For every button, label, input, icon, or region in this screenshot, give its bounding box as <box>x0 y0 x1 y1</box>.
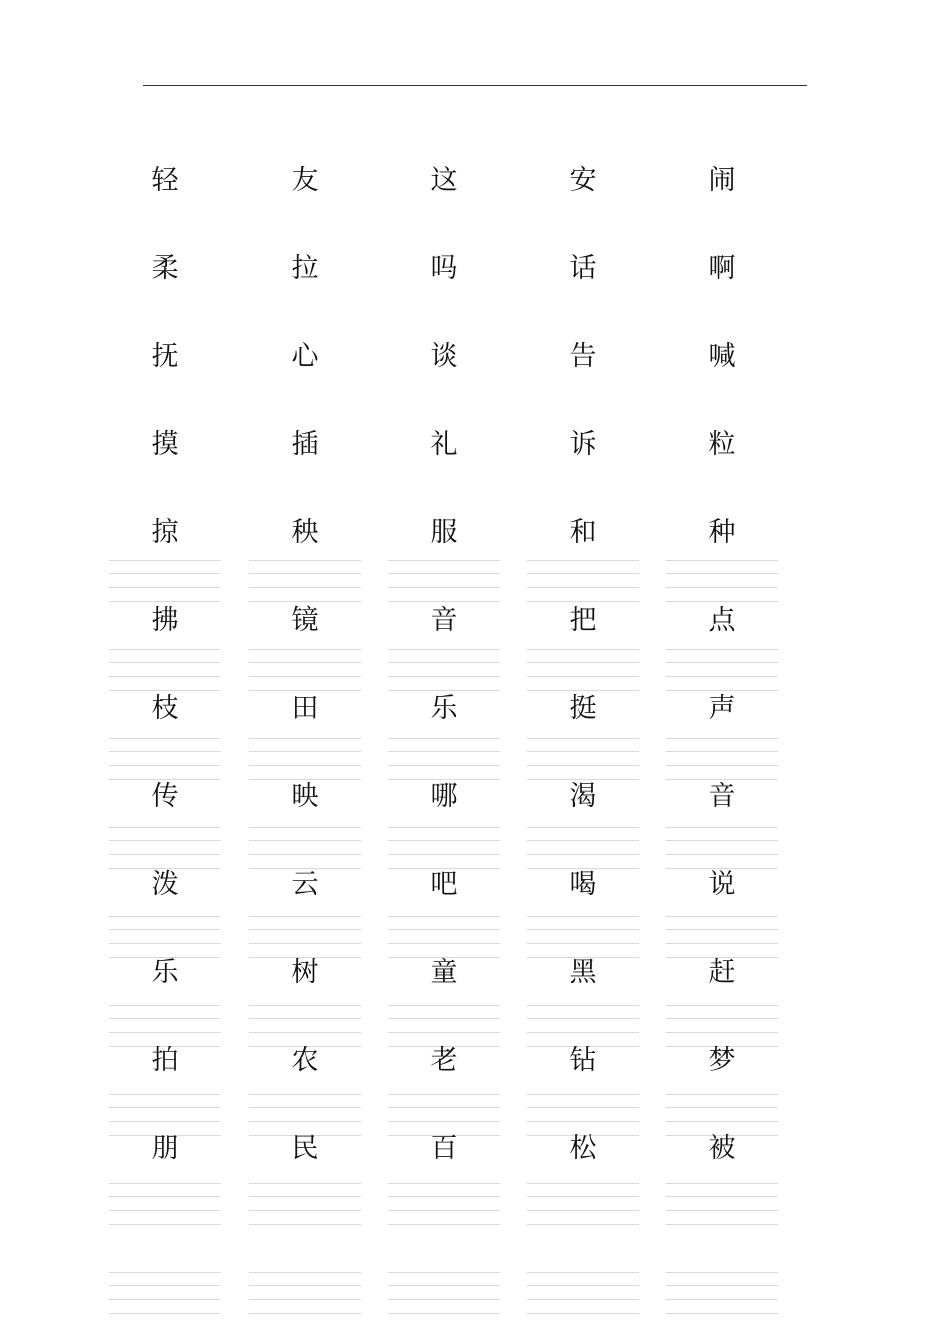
character-cell: 摸 <box>151 429 179 460</box>
character-cell: 音 <box>708 781 736 812</box>
guide-line <box>666 1032 778 1033</box>
guide-line <box>109 1183 221 1184</box>
guide-line <box>249 1005 361 1006</box>
guide-line <box>527 1094 639 1095</box>
guide-line <box>249 1313 361 1314</box>
guide-line <box>249 827 361 828</box>
guide-line <box>527 1121 639 1122</box>
character-cell: 和 <box>569 517 597 548</box>
guide-line <box>388 779 500 780</box>
guide-line <box>109 601 221 602</box>
character-cell: 拍 <box>151 1045 179 1076</box>
character-cell: 映 <box>291 781 319 812</box>
guide-line <box>109 573 221 574</box>
guide-line <box>527 1183 639 1184</box>
guide-line <box>527 690 639 691</box>
character-cell: 掠 <box>151 517 179 548</box>
guide-line <box>527 676 639 677</box>
guide-line <box>527 601 639 602</box>
character-cell: 抚 <box>151 341 179 372</box>
guide-line <box>388 840 500 841</box>
character-cell: 安 <box>569 165 597 196</box>
guide-line <box>388 1285 500 1286</box>
guide-line <box>388 649 500 650</box>
guide-line <box>388 916 500 917</box>
guide-line <box>527 1313 639 1314</box>
guide-line <box>666 601 778 602</box>
guide-line <box>666 943 778 944</box>
guide-line <box>109 587 221 588</box>
character-cell: 粒 <box>708 429 736 460</box>
guide-line <box>109 1094 221 1095</box>
guide-line <box>666 1121 778 1122</box>
guide-line <box>388 1313 500 1314</box>
guide-line <box>109 1313 221 1314</box>
character-cell: 谈 <box>430 341 458 372</box>
guide-line <box>109 827 221 828</box>
character-cell: 镜 <box>291 605 319 636</box>
guide-line <box>388 1299 500 1300</box>
guide-line <box>249 1107 361 1108</box>
guide-line <box>388 1032 500 1033</box>
guide-line <box>388 676 500 677</box>
guide-line <box>666 738 778 739</box>
character-cell: 乐 <box>151 957 179 988</box>
guide-line <box>249 1196 361 1197</box>
character-cell: 说 <box>708 869 736 900</box>
guide-line <box>249 1224 361 1225</box>
guide-line <box>527 1285 639 1286</box>
guide-line <box>527 1005 639 1006</box>
guide-line <box>249 916 361 917</box>
guide-line <box>249 943 361 944</box>
guide-line <box>249 1183 361 1184</box>
guide-line <box>109 560 221 561</box>
guide-line <box>666 1107 778 1108</box>
character-cell: 诉 <box>569 429 597 460</box>
guide-line <box>388 1183 500 1184</box>
guide-line <box>527 1107 639 1108</box>
guide-line <box>109 1196 221 1197</box>
guide-line <box>249 662 361 663</box>
character-cell: 点 <box>708 605 736 636</box>
guide-line <box>249 1272 361 1273</box>
guide-line <box>527 854 639 855</box>
character-cell: 礼 <box>430 429 458 460</box>
guide-line <box>388 1018 500 1019</box>
guide-line <box>527 1032 639 1033</box>
guide-line <box>527 1018 639 1019</box>
guide-line <box>388 1005 500 1006</box>
character-cell: 音 <box>430 605 458 636</box>
character-cell: 梦 <box>708 1045 736 1076</box>
character-cell: 告 <box>569 341 597 372</box>
guide-line <box>666 1299 778 1300</box>
guide-line <box>388 738 500 739</box>
character-cell: 拉 <box>291 253 319 284</box>
character-cell: 朋 <box>151 1133 179 1164</box>
character-cell: 松 <box>569 1133 597 1164</box>
guide-line <box>249 1121 361 1122</box>
guide-line <box>666 1018 778 1019</box>
guide-line <box>249 854 361 855</box>
guide-line <box>388 827 500 828</box>
guide-line <box>527 1272 639 1273</box>
guide-line <box>249 1032 361 1033</box>
guide-line <box>249 573 361 574</box>
guide-line <box>249 1210 361 1211</box>
character-cell: 把 <box>569 605 597 636</box>
guide-line <box>388 573 500 574</box>
guide-line <box>388 690 500 691</box>
guide-line <box>109 929 221 930</box>
guide-line <box>666 649 778 650</box>
guide-line <box>249 1285 361 1286</box>
guide-line <box>527 1196 639 1197</box>
guide-line <box>666 1224 778 1225</box>
guide-line <box>388 943 500 944</box>
character-cell: 树 <box>291 957 319 988</box>
guide-line <box>249 751 361 752</box>
guide-line <box>109 1107 221 1108</box>
guide-line <box>527 765 639 766</box>
character-cell: 黑 <box>569 957 597 988</box>
guide-line <box>388 751 500 752</box>
guide-line <box>666 587 778 588</box>
character-cell: 吧 <box>430 869 458 900</box>
character-cell: 闹 <box>708 165 736 196</box>
guide-line <box>388 1121 500 1122</box>
guide-line <box>249 1094 361 1095</box>
character-cell: 百 <box>430 1133 458 1164</box>
character-cell: 拂 <box>151 605 179 636</box>
guide-line <box>109 1299 221 1300</box>
character-cell: 啊 <box>708 253 736 284</box>
guide-line <box>109 676 221 677</box>
guide-line <box>249 779 361 780</box>
guide-line <box>527 779 639 780</box>
guide-line <box>249 840 361 841</box>
guide-line <box>109 1121 221 1122</box>
guide-line <box>666 1210 778 1211</box>
character-cell: 乐 <box>430 693 458 724</box>
guide-line <box>109 840 221 841</box>
guide-line <box>388 1107 500 1108</box>
guide-line <box>109 779 221 780</box>
guide-line <box>666 840 778 841</box>
guide-line <box>388 854 500 855</box>
guide-line <box>388 1272 500 1273</box>
guide-line <box>666 573 778 574</box>
character-cell: 友 <box>291 165 319 196</box>
guide-line <box>527 587 639 588</box>
guide-line <box>388 1210 500 1211</box>
guide-line <box>109 765 221 766</box>
guide-line <box>249 587 361 588</box>
guide-line <box>666 1272 778 1273</box>
guide-line <box>109 854 221 855</box>
guide-line <box>109 943 221 944</box>
header-rule <box>143 85 807 86</box>
character-cell: 民 <box>291 1133 319 1164</box>
guide-line <box>527 649 639 650</box>
guide-line <box>249 690 361 691</box>
guide-line <box>527 929 639 930</box>
guide-line <box>109 690 221 691</box>
character-cell: 老 <box>430 1045 458 1076</box>
character-cell: 柔 <box>151 253 179 284</box>
character-cell: 被 <box>708 1133 736 1164</box>
guide-line <box>109 1005 221 1006</box>
guide-line <box>388 560 500 561</box>
character-cell: 田 <box>291 693 319 724</box>
guide-line <box>527 827 639 828</box>
guide-line <box>527 840 639 841</box>
guide-line <box>249 676 361 677</box>
guide-line <box>666 765 778 766</box>
guide-line <box>666 1313 778 1314</box>
guide-line <box>249 601 361 602</box>
character-cell: 吗 <box>430 253 458 284</box>
character-cell: 枝 <box>151 693 179 724</box>
guide-line <box>666 827 778 828</box>
guide-line <box>388 1196 500 1197</box>
character-cell: 泼 <box>151 869 179 900</box>
character-cell: 喝 <box>569 869 597 900</box>
guide-line <box>109 662 221 663</box>
guide-line <box>109 916 221 917</box>
guide-line <box>527 738 639 739</box>
guide-line <box>109 1272 221 1273</box>
guide-line <box>527 916 639 917</box>
guide-line <box>666 916 778 917</box>
character-cell: 渴 <box>569 781 597 812</box>
guide-line <box>666 1196 778 1197</box>
guide-line <box>527 573 639 574</box>
guide-line <box>388 765 500 766</box>
character-cell: 传 <box>151 781 179 812</box>
guide-line <box>109 649 221 650</box>
guide-line <box>388 662 500 663</box>
guide-line <box>388 587 500 588</box>
guide-line <box>666 1285 778 1286</box>
guide-line <box>666 1094 778 1095</box>
character-cell: 轻 <box>151 165 179 196</box>
guide-line <box>249 765 361 766</box>
character-cell: 话 <box>569 253 597 284</box>
guide-line <box>666 560 778 561</box>
guide-line <box>109 751 221 752</box>
character-cell: 插 <box>291 429 319 460</box>
guide-line <box>249 1299 361 1300</box>
guide-line <box>249 1018 361 1019</box>
guide-line <box>388 601 500 602</box>
guide-line <box>249 649 361 650</box>
guide-line <box>109 1224 221 1225</box>
character-cell: 哪 <box>430 781 458 812</box>
guide-line <box>388 1094 500 1095</box>
guide-line <box>666 779 778 780</box>
guide-line <box>527 943 639 944</box>
guide-line <box>527 1210 639 1211</box>
guide-line <box>109 1210 221 1211</box>
guide-line <box>666 929 778 930</box>
character-cell: 秧 <box>291 517 319 548</box>
guide-line <box>249 929 361 930</box>
character-cell: 种 <box>708 517 736 548</box>
guide-line <box>527 560 639 561</box>
character-cell: 声 <box>708 693 736 724</box>
guide-line <box>109 1285 221 1286</box>
guide-line <box>109 738 221 739</box>
guide-line <box>527 1299 639 1300</box>
guide-line <box>527 1224 639 1225</box>
guide-line <box>666 1183 778 1184</box>
guide-line <box>527 662 639 663</box>
character-cell: 农 <box>291 1045 319 1076</box>
guide-line <box>527 751 639 752</box>
guide-line <box>109 1032 221 1033</box>
character-cell: 童 <box>430 957 458 988</box>
guide-line <box>666 854 778 855</box>
character-cell: 钻 <box>569 1045 597 1076</box>
guide-line <box>388 929 500 930</box>
guide-line <box>249 560 361 561</box>
character-cell: 服 <box>430 517 458 548</box>
guide-line <box>666 1005 778 1006</box>
guide-line <box>388 1224 500 1225</box>
guide-line <box>109 1018 221 1019</box>
guide-line <box>249 738 361 739</box>
guide-line <box>666 690 778 691</box>
character-cell: 云 <box>291 869 319 900</box>
character-cell: 这 <box>430 165 458 196</box>
guide-line <box>666 751 778 752</box>
character-cell: 赶 <box>708 957 736 988</box>
character-cell: 喊 <box>708 341 736 372</box>
character-cell: 心 <box>291 341 319 372</box>
guide-line <box>666 676 778 677</box>
guide-line <box>666 662 778 663</box>
character-cell: 挺 <box>569 693 597 724</box>
